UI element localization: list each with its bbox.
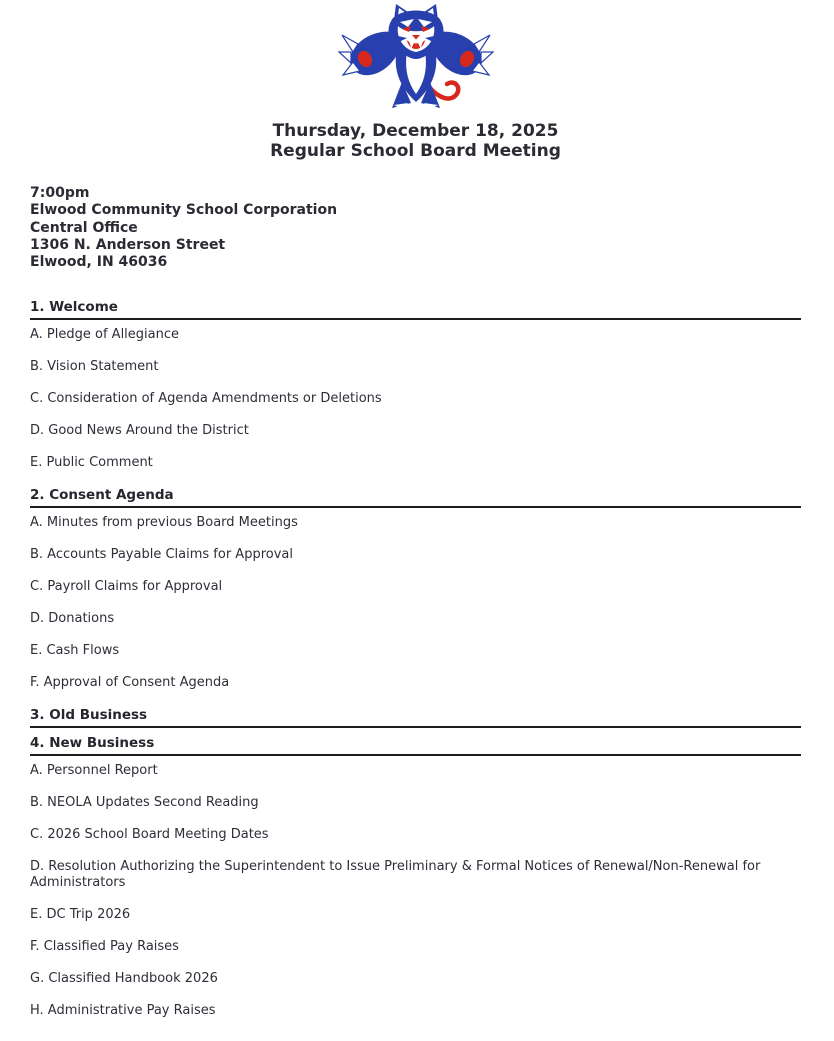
agenda-section-old-business [30,707,801,728]
venue-name: Central Office [30,219,138,236]
section-heading: 2. Consent Agenda [30,487,801,508]
agenda-body [30,299,801,1019]
agenda-item: E. Public Comment [30,455,153,471]
agenda-item: D. Resolution Authorizing the Superintendent to Issue Preliminary & Formal Notices of Renewal/Non-Renewal for Administrators [30,859,761,891]
agenda-item: B. Vision Statement [30,359,159,375]
agenda-item: C. Payroll Claims for Approval [30,579,223,595]
agenda-item: G. Classified Handbook 2026 [30,971,218,987]
agenda-item: B. NEOLA Updates Second Reading [30,795,259,811]
agenda-item: D. Good News Around the District [30,423,249,439]
agenda-item: F. Approval of Consent Agenda [30,675,230,691]
agenda-item: C. Consideration of Agenda Amendments or Deletions [30,391,382,407]
logo-row [30,0,801,112]
meeting-info-block [30,185,801,271]
section-heading: 4. New Business [30,735,801,756]
organization-name: Elwood Community School Corporation [30,202,338,219]
agenda-item: E. Cash Flows [30,643,120,659]
agenda-item: H. Administrative Pay Raises [30,1003,216,1019]
street-address: 1306 N. Anderson Street [30,236,226,253]
section-heading: 1. Welcome [30,299,801,320]
panther-mascot-logo-icon [336,2,496,112]
agenda-item: A. Personnel Report [30,763,158,779]
agenda-section-new-business [30,735,801,1019]
meeting-type-title: Regular School Board Meeting [270,140,561,161]
agenda-item: C. 2026 School Board Meeting Dates [30,827,269,843]
agenda-item: A. Pledge of Allegiance [30,327,180,343]
agenda-item: B. Accounts Payable Claims for Approval [30,547,293,563]
meeting-date-title: Thursday, December 18, 2025 [272,121,559,141]
agenda-item: E. DC Trip 2026 [30,907,131,923]
meeting-time: 7:00pm [30,185,90,201]
meeting-title-block [30,122,801,161]
city-state-zip: Elwood, IN 46036 [30,254,168,271]
agenda-section-welcome [30,299,801,471]
agenda-section-consent-agenda [30,487,801,691]
agenda-item: A. Minutes from previous Board Meetings [30,515,298,531]
agenda-item: D. Donations [30,611,115,627]
section-heading: 3. Old Business [30,707,801,728]
agenda-item: F. Classified Pay Raises [30,939,179,955]
